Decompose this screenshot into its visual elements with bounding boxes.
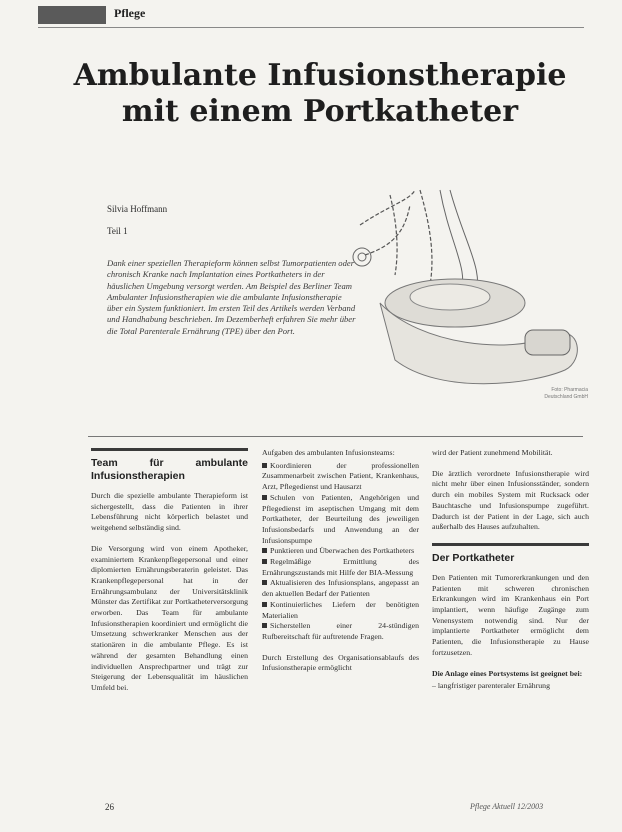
part-label: Teil 1 — [107, 226, 128, 236]
bullet-icon — [262, 602, 267, 607]
column-3-paragraph-3: Den Patienten mit Tumorerkrankungen und den Patienten mit schweren chronischen Erkrankungen wird im Krankenhaus ein Port implantiert, wenn häufige Zugänge zum Venensystem notwendig sind. Nur der implantierte Portkatheter ermöglicht dem Patienten, die Infusionstherapie zu Hause fortzusetzen. — [432, 572, 589, 657]
portcatheter-illustration — [300, 185, 590, 420]
section-marker — [38, 6, 106, 24]
journal-name: Pflege Aktuell 12/2003 — [470, 802, 544, 811]
tasks-lead: Aufgaben des ambulanten Infusionsteams: — [262, 448, 395, 457]
column-2-tail: Durch Erstellung des Organisationsablaufs des Infusionstherapie ermöglicht — [262, 652, 419, 673]
column-1 — [91, 448, 248, 704]
bullet-icon — [262, 463, 267, 468]
photo-credit: Foto: Pharmacia Deutschland GmbH — [544, 387, 588, 400]
column-2 — [262, 448, 419, 684]
list-item: Kontinuierliches Liefern der benötigten Materialien — [262, 599, 419, 620]
bullet-icon — [262, 559, 267, 564]
bullet-icon — [262, 548, 267, 553]
indications-lead: Die Anlage eines Portsystems ist geeignet bei: — [432, 668, 583, 678]
list-item: Punktieren und Überwachen des Portkatheters — [262, 546, 419, 557]
list-item: Schulen von Patienten, Angehörigen und Pflegedienst im aseptischen Umgang mit dem Portkatheter, der Beurteilung des jeweiligen Infusionsbedarfs und Anwendung an der Infusionspumpe — [262, 492, 419, 545]
article-title — [60, 58, 580, 130]
indication-item: – langfristiger parenteraler Ernährung — [432, 681, 550, 691]
column-3-heading: Der Portkatheter — [432, 543, 589, 565]
bullet-icon — [262, 623, 267, 628]
page-number: 26 — [105, 802, 114, 812]
list-item: Regelmäßige Ermittlung des Ernährungszustands mit Hilfe der BIA-Messung — [262, 557, 419, 577]
title-line-1: Ambulante Infusionstherapie — [73, 58, 567, 93]
tasks-list — [262, 461, 419, 643]
list-item: Sicherstellen einer 24-stündigen Rufbereitschaft für auftretende Fragen. — [262, 621, 419, 641]
section-divider — [88, 436, 583, 437]
column-1-paragraph-1: Durch die spezielle ambulante Therapieform ist sichergestellt, dass die Patienten in ihrer Lebensführung nicht körperlich belastet und weitgehend selbständig sind. — [91, 491, 248, 533]
bullet-icon — [262, 495, 267, 500]
bullet-icon — [262, 580, 267, 585]
title-line-2: mit einem Portkatheter — [121, 94, 519, 129]
column-1-paragraph-2: Die Versorgung wird von einem Apotheker, examiniertem Krankenpflegepersonal und einer diplomierten Ernährungsberaterin geleistet. Das Krankenpflegepersonal hat in der Ernährungsambulanz der Universitätsklinik Münster das Zertifikat zur Portkatheterversorgung erworben. Das Team für ambulante Infusionstherapien koordiniert und ermöglicht die Umsetzung schwerkranker Menschen aus der stationären in die ambulante Pflege. Es ist während der gesamten Behandlung einen individuellen Ansprechpartner und trägt zur Steigerung der Lebensqualität im häuslichen Umfeld bei. — [91, 543, 248, 692]
column-3-paragraph-1: wird der Patient zunehmend Mobilität. — [432, 448, 553, 457]
author: Silvia Hoffmann — [107, 204, 168, 214]
column-3 — [432, 448, 589, 702]
section-label: Pflege — [114, 6, 146, 20]
header-divider — [38, 27, 584, 28]
list-item: Koordinieren der professionellen Zusammenarbeit zwischen Patient, Krankenhaus, Arzt, Pflegedienst und Hausarzt — [262, 460, 419, 492]
column-3-paragraph-2: Die ärztlich verordnete Infusionstherapie wird nicht mehr über einen Infusionsständer, sondern durch ein mobiles System mit Rucksack oder Bauchtasche und Infusionspumpe zugeführt. Dadurch ist der Patient in der Lage, sich auch außerhalb des Hauses aufzuhalten. — [432, 468, 589, 532]
intro-text: Dank einer speziellen Therapieform können selbst Tumorpatienten oder chronisch Kranke nach Implantation eines Portkatheters in der häuslichen Umgebung versorgt werden. Am Beispiel des Berliner Team Ambulanter Infusionstherapien wie die ambulante Infusionstherapie über ein System funktioniert. Im ersten Teil des Artikels werden Verband und Handhabung beschrieben. Im Dezemberheft erfahren Sie mehr über die Total Parenterale Ernährung (TPE) über den Port. — [107, 258, 356, 336]
list-item: Aktualisieren des Infusionsplans, angepasst an den aktuellen Bedarf der Patienten — [262, 578, 419, 599]
column-1-heading: Team für ambulante Infusionstherapien — [91, 448, 248, 483]
